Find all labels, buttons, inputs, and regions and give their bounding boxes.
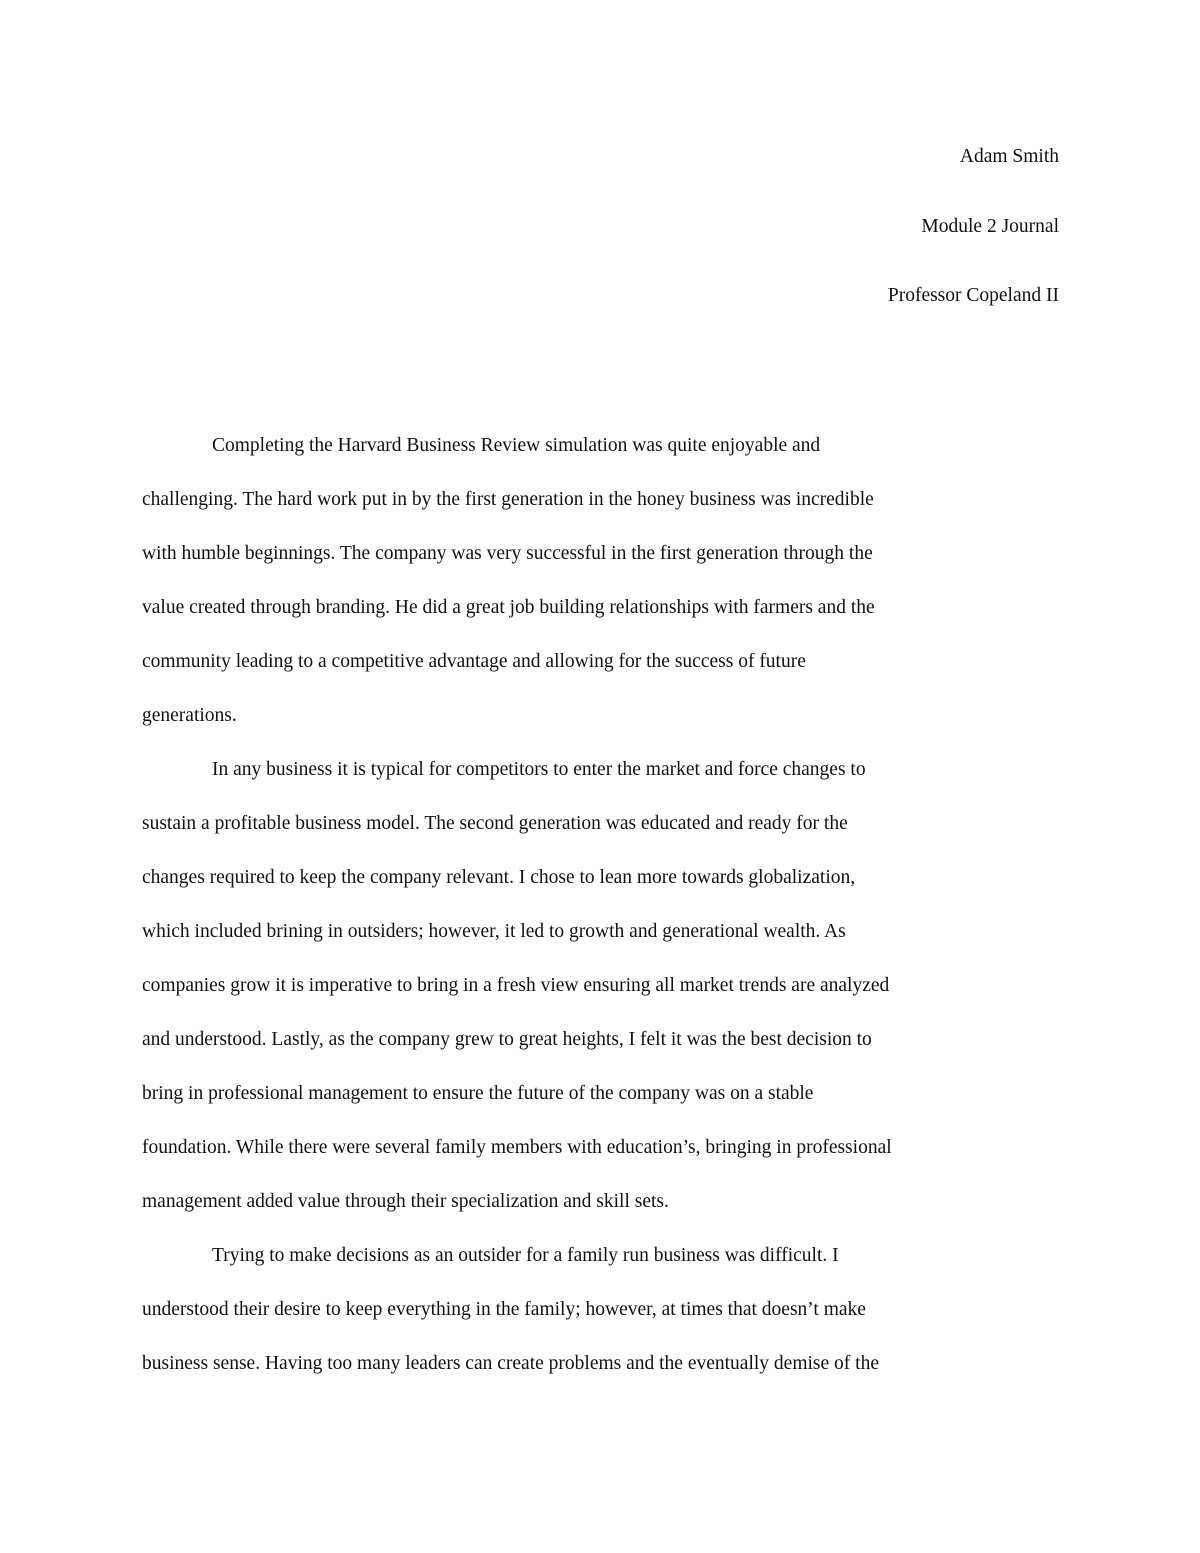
paragraph-3	[142, 1229, 1058, 1391]
body-text	[142, 419, 1058, 1391]
paragraph-line: challenging. The hard work put in by the first generation in the honey business was incredible	[142, 489, 874, 510]
professor-name: Professor Copeland II	[887, 285, 1059, 306]
paragraph-line: foundation. While there were several family members with education’s, bringing in professional	[142, 1137, 892, 1158]
paragraph-line: Trying to make decisions as an outsider for a family run business was difficult. I	[212, 1245, 839, 1266]
author-name: Adam Smith	[959, 146, 1059, 167]
paragraph-line: companies grow it is imperative to bring in a fresh view ensuring all market trends are analyzed	[142, 975, 890, 996]
paragraph-line: understood their desire to keep everything in the family; however, at times that doesn’t make	[142, 1299, 866, 1320]
paragraph-line: sustain a profitable business model. The second generation was educated and ready for the	[142, 813, 848, 834]
paragraph-line: value created through branding. He did a great job building relationships with farmers and the	[142, 597, 875, 618]
paragraph-2	[142, 743, 1058, 1229]
paragraph-1	[142, 419, 1058, 743]
paragraph-line: with humble beginnings. The company was very successful in the first generation through the	[142, 543, 873, 564]
paragraph-line: and understood. Lastly, as the company grew to great heights, I felt it was the best decision to	[142, 1029, 872, 1050]
paragraph-line: In any business it is typical for competitors to enter the market and force changes to	[212, 759, 866, 780]
paragraph-line: which included brining in outsiders; however, it led to growth and generational wealth. As	[142, 921, 846, 942]
paragraph-line: business sense. Having too many leaders can create problems and the eventually demise of the	[142, 1353, 879, 1374]
paragraph-line: generations.	[142, 705, 237, 726]
paragraph-line: Completing the Harvard Business Review simulation was quite enjoyable and	[212, 435, 821, 456]
paragraph-line: changes required to keep the company relevant. I chose to lean more towards globalization,	[142, 867, 856, 888]
paragraph-line: management added value through their specialization and skill sets.	[142, 1191, 669, 1212]
paragraph-line: bring in professional management to ensure the future of the company was on a stable	[142, 1083, 814, 1104]
assignment-title: Module 2 Journal	[921, 215, 1059, 237]
paragraph-line: community leading to a competitive advantage and allowing for the success of future	[142, 651, 806, 672]
header-block	[888, 143, 1059, 352]
